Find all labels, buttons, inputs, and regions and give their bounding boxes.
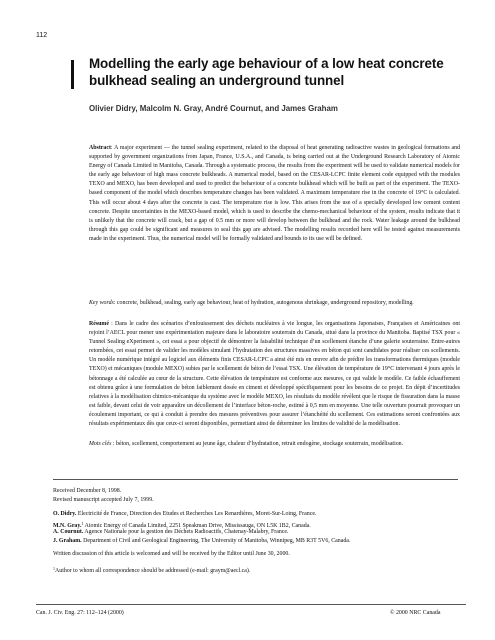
mots-cles-text: : béton, scellement, comportement au jeune âge, chaleur d’hydratation, retrait endogène, stockage souterrain, modélisation. (111, 441, 404, 447)
footnote-divider (53, 479, 458, 480)
correspondence-text: Author to whom all correspondence should be addressed (e-mail: graym@aecl.ca). (55, 568, 251, 574)
affiliation-text: Department of Civil and Geological Engineering, The University of Manitoba, Winnipeg, MB R3T 5V6, Canada. (81, 538, 351, 544)
abstract-text: : A major experiment — the tunnel sealing experiment, related to the disposal of heat generating radioactive wastes in geological formations and supported by government organizations from Japan, France, U.S.A., and Canada, is being carried out at the Underground Research Laboratory of Atomic Energy of Canada Limited in Manitoba, Canada. Through a systematic process, the results from the experiment will be used to validate numerical models for the early age behaviour of high mass concrete bulkheads. A numerical model, based on the CESAR-LCPC finite element code equipped with the modules TEXO and MEXO, has been developed and used to predict the behaviour of a concrete bulkhead which will be built as part of the experiment. The TEXO-based component of the model which describes temperature changes has been validated. A maximum temperature rise in the concrete of 19°C is calculated. This will occur about 4 days after the concrete is cast. The temperature rise is low. This arises from the use of a specially developed low cement content concrete. Despite uncertainties in the MEXO-based model, which is used to describe the chemo-mechanical behaviour of the system, results indicate that it is unlikely that the concrete will crack, but a gap of 0.5 mm or more will develop between the bulkhead and the rock. Water leakage around the bulkhead through this gap could be significant and measures to seal this gap are advised. The modelling results recorded here will be tested against measurements made in the experiment. Thus, the numerical model will be formally validated and bounds to its use will be defined. (89, 145, 460, 242)
copyright-notice: © 2000 NRC Canada (390, 610, 441, 616)
affiliation-name: M.N. Gray. (53, 523, 82, 529)
page-number: 112 (36, 32, 48, 39)
keywords-paragraph (89, 299, 460, 308)
footnote-marker: 1 (53, 566, 55, 571)
resume-text: : Dans le cadre des scénarios d’enfouissement des déchets nucléaires à vie longue, les organisations Japonaises, Françaises et Américaines ont rejoint l’AECL pour mener une expérimentation majeure dans le laboratoire souterrain du Canada, situé dans la province du Manitoba. Baptisé TSX pour « Tunnel Sealing eXperiment », cet essai a pour objectif de démontrer la faisabilité technique d’un scellement étanche d’une galerie souterraine. Entre-autres retombées, cet essai permet de valider les modèles simulant l’hydratation des structures massives en béton qui sont candidates pour réaliser ces scellements. Un modèle numérique intégré au logiciel aux éléments finis CESAR-LCPC a ainsi été mis en œuvre afin de prédire les transformations thermiques (module TEXO) et mécaniques (module MEXO) subies par le scellement de béton de l’essai TSX. Une élévation de température de 19°C intervenant 4 jours après le bétonnage a été calculée au cœur de la structure. Cette élévation de température est conforme aux mesures, ce qui valide le modèle. Ce faible échauffement est obtenu grâce à une formulation de béton faiblement dosée en ciment et développé spécifiquement pour les besoins de ce projet. En dépit d’incertitudes relatives à la modélisation chimico-mécanique du système avec le modèle MEXO, les résultats du modèle révèlent que le risque de fissuration dans la masse est faible, devant celui de voir apparaître un décollement de l’interface béton-roche, estimé à 0,5 mm en moyenne. Une telle ouverture pourrait provoquer un écoulement important, ce qui à conduit à prendre des mesures préventives pour assurer l’étanchéité du scellement. Ces estimations seront confrontées aux résultats expérimentaux dès que ceux-ci seront disponibles, permettant ainsi de déterminer les limites de validité de la modélisation. (89, 321, 460, 428)
affiliation-name: J. Graham. (53, 538, 82, 544)
abstract-label: Abstract (89, 145, 111, 151)
affiliation-item (53, 510, 473, 519)
affiliation-name: O. Didry. (53, 511, 77, 517)
mots-cles-paragraph (89, 440, 460, 449)
affiliation-item (53, 528, 473, 537)
discussion-note: Written discussion of this article is welcomed and will be received by the Editor until June 30, 2000. (53, 551, 290, 557)
correspondence-note (53, 564, 473, 576)
received-date: Received December 8, 1998. (53, 488, 122, 494)
resume-label: Résumé (89, 321, 109, 327)
resume-paragraph (89, 320, 460, 429)
keywords-label: Key words (89, 300, 114, 306)
affiliation-name: A. Cournut. (53, 529, 84, 535)
footer-divider (36, 604, 466, 605)
author-list: Olivier Didry, Malcolm N. Gray, André Cournut, and James Graham (89, 104, 338, 113)
title-sidebar-bar (71, 60, 74, 89)
mots-cles-label: Mots clés (89, 441, 112, 447)
affiliation-item (53, 537, 473, 546)
keywords-text: : concrete, bulkhead, sealing, early age behaviour, heat of hydration, autogenous shrinkage, underground repository, modelling. (113, 300, 414, 306)
affiliation-text: Electricité de France, Direction des Etudes et Recherches Les Renardières, Moret-Sur-Loing, France. (76, 511, 317, 517)
footnote-marker: 1 (81, 521, 84, 526)
revised-date: Revised manuscript accepted July 7, 1999. (53, 497, 154, 503)
affiliation-text: Atomic Energy of Canada Limited, 2251 Speakman Drive, Mississauga, ON L5K 1B2, Canada. (83, 523, 311, 529)
article-title: Modelling the early age behaviour of a low heat concrete bulkhead sealing an underground tunnel (89, 56, 444, 88)
journal-citation: Can. J. Civ. Eng. 27: 112–124 (2000) (36, 610, 124, 616)
affiliation-text: Agence Nationale pour la gestion des Déchets Radioactifs, Chatenay-Malabry, France. (83, 529, 289, 535)
abstract-paragraph (89, 144, 460, 244)
